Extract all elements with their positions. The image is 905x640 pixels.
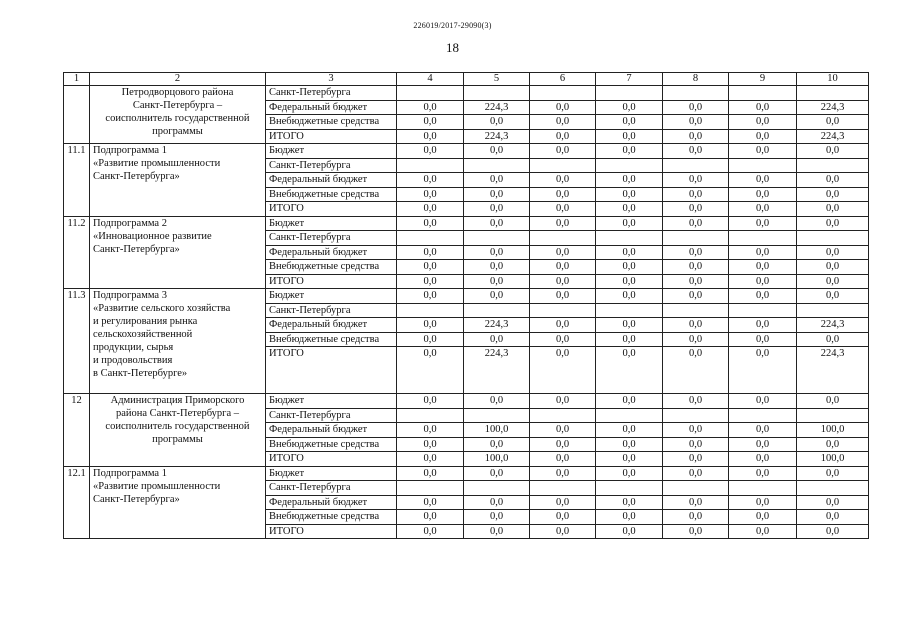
amount-cell: 0,0 (596, 437, 663, 452)
amount-cell: 100,0 (464, 452, 530, 467)
amount-cell: 0,0 (596, 332, 663, 347)
row-index (64, 86, 90, 144)
amount-cell: 0,0 (797, 260, 869, 275)
amount-cell: 0,0 (397, 423, 464, 438)
amount-cell: 0,0 (464, 274, 530, 289)
amount-cell: 0,0 (663, 187, 729, 202)
amount-cell: 0,0 (663, 289, 729, 304)
amount-cell: 0,0 (729, 318, 797, 333)
amount-cell: 0,0 (596, 129, 663, 144)
program-name-line: Администрация Приморского (110, 395, 245, 406)
funding-source: Федеральный бюджет (266, 100, 397, 115)
funding-source: Внебюджетные средства (266, 260, 397, 275)
amount-cell: 0,0 (797, 495, 869, 510)
funding-source: Бюджет (266, 216, 397, 231)
program-name-line: и регулирования рынка (93, 316, 198, 327)
table-row (64, 466, 869, 481)
amount-cell: 0,0 (464, 202, 530, 217)
amount-cell: 0,0 (663, 144, 729, 159)
amount-cell: 0,0 (729, 394, 797, 409)
amount-cell: 0,0 (663, 318, 729, 333)
amount-cell (397, 158, 464, 173)
header-cell: 9 (729, 73, 797, 86)
program-name-line: Подпрограмма 2 (93, 217, 167, 229)
page-number: 18 (446, 40, 459, 55)
amount-cell: 0,0 (729, 437, 797, 452)
amount-cell: 0,0 (596, 274, 663, 289)
row-index: 12.1 (64, 466, 90, 539)
amount-cell: 0,0 (530, 318, 596, 333)
amount-cell: 100,0 (797, 452, 869, 467)
amount-cell: 0,0 (596, 423, 663, 438)
amount-cell: 0,0 (729, 423, 797, 438)
amount-cell (596, 231, 663, 246)
amount-cell: 0,0 (464, 260, 530, 275)
funding-source: Санкт-Петербурга (266, 158, 397, 173)
header-row (64, 73, 869, 86)
amount-cell: 0,0 (797, 332, 869, 347)
amount-cell: 0,0 (464, 216, 530, 231)
amount-cell: 0,0 (530, 423, 596, 438)
funding-source: Внебюджетные средства (266, 115, 397, 130)
amount-cell (397, 303, 464, 318)
amount-cell: 0,0 (530, 394, 596, 409)
budget-table (63, 72, 869, 539)
amount-cell: 0,0 (530, 115, 596, 130)
program-name-line: «Развитие сельского хозяйства (93, 303, 231, 314)
table-row (64, 289, 869, 304)
amount-cell: 0,0 (397, 466, 464, 481)
amount-cell (729, 86, 797, 101)
funding-source: Внебюджетные средства (266, 437, 397, 452)
amount-cell: 0,0 (797, 115, 869, 130)
funding-source: Санкт-Петербурга (266, 481, 397, 496)
table-body (64, 73, 869, 539)
table-row (64, 86, 869, 101)
program-name-line: Подпрограмма 1 (93, 467, 167, 479)
funding-source: ИТОГО (266, 524, 397, 539)
amount-cell (397, 408, 464, 423)
funding-source: Внебюджетные средства (266, 332, 397, 347)
amount-cell: 0,0 (464, 394, 530, 409)
amount-cell: 0,0 (397, 347, 464, 394)
funding-source: Бюджет (266, 144, 397, 159)
amount-cell (464, 158, 530, 173)
header-cell: 6 (530, 73, 596, 86)
funding-source: Бюджет (266, 466, 397, 481)
amount-cell: 0,0 (729, 260, 797, 275)
amount-cell (797, 481, 869, 496)
amount-cell: 0,0 (596, 466, 663, 481)
amount-cell (464, 231, 530, 246)
amount-cell: 0,0 (596, 510, 663, 525)
amount-cell: 0,0 (530, 216, 596, 231)
amount-cell: 0,0 (397, 173, 464, 188)
amount-cell: 0,0 (663, 274, 729, 289)
amount-cell (797, 158, 869, 173)
amount-cell: 0,0 (729, 524, 797, 539)
amount-cell: 0,0 (530, 437, 596, 452)
amount-cell (663, 408, 729, 423)
amount-cell: 0,0 (464, 495, 530, 510)
amount-cell (530, 86, 596, 101)
funding-source: ИТОГО (266, 129, 397, 144)
amount-cell: 0,0 (464, 437, 530, 452)
amount-cell (464, 408, 530, 423)
amount-cell: 0,0 (397, 115, 464, 130)
header-cell: 2 (90, 73, 266, 86)
amount-cell: 0,0 (530, 347, 596, 394)
funding-source: Санкт-Петербурга (266, 86, 397, 101)
amount-cell: 0,0 (530, 274, 596, 289)
funding-source: Санкт-Петербурга (266, 231, 397, 246)
amount-cell: 0,0 (397, 495, 464, 510)
amount-cell: 0,0 (530, 202, 596, 217)
amount-cell: 0,0 (530, 466, 596, 481)
amount-cell: 0,0 (397, 524, 464, 539)
program-name-line: программы (152, 434, 203, 445)
amount-cell (797, 303, 869, 318)
amount-cell: 0,0 (663, 173, 729, 188)
amount-cell: 0,0 (729, 202, 797, 217)
amount-cell: 0,0 (797, 173, 869, 188)
amount-cell: 0,0 (464, 466, 530, 481)
program-name-line: Подпрограмма 1 (93, 145, 167, 156)
amount-cell (596, 408, 663, 423)
program-name-line: «Инновационное развитие (93, 230, 212, 242)
table-row (64, 394, 869, 409)
program-name-line: соисполнитель государственной (105, 421, 250, 432)
amount-cell: 224,3 (797, 100, 869, 115)
amount-cell: 0,0 (729, 173, 797, 188)
amount-cell: 0,0 (464, 524, 530, 539)
amount-cell: 224,3 (464, 100, 530, 115)
amount-cell (729, 408, 797, 423)
amount-cell (530, 481, 596, 496)
amount-cell: 0,0 (397, 187, 464, 202)
amount-cell: 0,0 (663, 202, 729, 217)
amount-cell: 0,0 (596, 187, 663, 202)
funding-source: Бюджет (266, 289, 397, 304)
amount-cell: 0,0 (530, 510, 596, 525)
funding-source: Федеральный бюджет (266, 495, 397, 510)
row-index: 11.2 (64, 216, 90, 289)
amount-cell: 0,0 (729, 495, 797, 510)
funding-source: Федеральный бюджет (266, 245, 397, 260)
program-name-line: района Санкт-Петербурга – (115, 408, 240, 419)
amount-cell (729, 231, 797, 246)
table-row (64, 144, 869, 159)
amount-cell: 0,0 (663, 115, 729, 130)
amount-cell: 0,0 (397, 318, 464, 333)
funding-source: Санкт-Петербурга (266, 303, 397, 318)
funding-source: Федеральный бюджет (266, 318, 397, 333)
amount-cell: 0,0 (596, 289, 663, 304)
funding-source: ИТОГО (266, 452, 397, 467)
amount-cell (729, 481, 797, 496)
amount-cell: 0,0 (530, 245, 596, 260)
amount-cell (397, 86, 464, 101)
amount-cell: 0,0 (596, 115, 663, 130)
amount-cell: 0,0 (797, 245, 869, 260)
program-name-line: «Развитие промышленности (93, 480, 221, 492)
row-index: 12 (64, 394, 90, 467)
program-name-line: в Санкт-Петербурге» (93, 368, 188, 379)
amount-cell: 0,0 (729, 452, 797, 467)
amount-cell: 0,0 (663, 495, 729, 510)
amount-cell: 0,0 (797, 524, 869, 539)
amount-cell: 224,3 (464, 347, 530, 394)
amount-cell: 0,0 (663, 452, 729, 467)
amount-cell: 0,0 (530, 129, 596, 144)
program-name (90, 216, 266, 289)
program-name-line: Санкт-Петербурга» (93, 493, 180, 505)
amount-cell: 224,3 (464, 318, 530, 333)
amount-cell (797, 231, 869, 246)
amount-cell: 0,0 (596, 260, 663, 275)
program-name (90, 86, 266, 144)
amount-cell: 0,0 (464, 245, 530, 260)
amount-cell (530, 158, 596, 173)
amount-cell: 0,0 (596, 452, 663, 467)
amount-cell (530, 408, 596, 423)
program-name-line: Санкт-Петербурга» (93, 171, 180, 182)
amount-cell: 0,0 (729, 332, 797, 347)
amount-cell (596, 86, 663, 101)
amount-cell: 0,0 (729, 115, 797, 130)
amount-cell: 0,0 (596, 144, 663, 159)
amount-cell: 0,0 (596, 100, 663, 115)
amount-cell: 100,0 (464, 423, 530, 438)
funding-source: Внебюджетные средства (266, 510, 397, 525)
amount-cell: 0,0 (596, 495, 663, 510)
amount-cell (596, 481, 663, 496)
amount-cell: 0,0 (397, 245, 464, 260)
amount-cell (464, 303, 530, 318)
amount-cell: 0,0 (464, 144, 530, 159)
program-name-line: Санкт-Петербурга – (132, 100, 223, 111)
amount-cell: 0,0 (530, 495, 596, 510)
program-name-line: Санкт-Петербурга» (93, 243, 180, 255)
amount-cell (797, 408, 869, 423)
amount-cell: 0,0 (729, 129, 797, 144)
document-code: 226019/2017-29090(3) (413, 21, 492, 30)
row-index: 11.3 (64, 289, 90, 394)
amount-cell: 0,0 (729, 187, 797, 202)
amount-cell: 0,0 (397, 260, 464, 275)
funding-source: Санкт-Петербурга (266, 408, 397, 423)
amount-cell: 0,0 (797, 274, 869, 289)
program-name-line: соисполнитель государственной (105, 113, 250, 124)
program-name-line: продукции, сырья (93, 342, 174, 353)
amount-cell: 0,0 (663, 245, 729, 260)
funding-source: ИТОГО (266, 274, 397, 289)
amount-cell: 0,0 (596, 245, 663, 260)
amount-cell: 0,0 (397, 289, 464, 304)
funding-source: Федеральный бюджет (266, 423, 397, 438)
amount-cell: 0,0 (397, 129, 464, 144)
amount-cell: 0,0 (663, 347, 729, 394)
amount-cell: 0,0 (464, 173, 530, 188)
funding-source: Внебюджетные средства (266, 187, 397, 202)
table-row (64, 216, 869, 231)
amount-cell (397, 231, 464, 246)
amount-cell: 0,0 (397, 510, 464, 525)
amount-cell: 0,0 (797, 437, 869, 452)
header-cell: 1 (64, 73, 90, 86)
amount-cell: 0,0 (530, 524, 596, 539)
program-name-line: и продовольствия (93, 355, 173, 366)
amount-cell (729, 158, 797, 173)
amount-cell: 0,0 (797, 216, 869, 231)
amount-cell: 0,0 (729, 100, 797, 115)
amount-cell (530, 231, 596, 246)
program-name-line: программы (152, 126, 203, 137)
program-name (90, 394, 266, 467)
amount-cell: 0,0 (729, 289, 797, 304)
amount-cell: 0,0 (596, 202, 663, 217)
amount-cell: 0,0 (729, 466, 797, 481)
amount-cell: 0,0 (596, 524, 663, 539)
amount-cell: 0,0 (397, 274, 464, 289)
amount-cell: 0,0 (797, 144, 869, 159)
amount-cell: 224,3 (797, 129, 869, 144)
amount-cell: 0,0 (397, 437, 464, 452)
program-name-line: сельскохозяйственной (93, 329, 193, 340)
program-name-line: Подпрограмма 3 (93, 290, 167, 301)
amount-cell: 0,0 (397, 202, 464, 217)
amount-cell: 0,0 (729, 245, 797, 260)
amount-cell: 0,0 (397, 144, 464, 159)
amount-cell: 0,0 (797, 394, 869, 409)
amount-cell (663, 231, 729, 246)
amount-cell: 0,0 (397, 394, 464, 409)
funding-source: Бюджет (266, 394, 397, 409)
funding-source: ИТОГО (266, 202, 397, 217)
amount-cell (663, 158, 729, 173)
row-index: 11.1 (64, 144, 90, 217)
amount-cell: 0,0 (596, 318, 663, 333)
amount-cell (397, 481, 464, 496)
amount-cell (663, 303, 729, 318)
amount-cell (530, 303, 596, 318)
amount-cell: 0,0 (663, 129, 729, 144)
amount-cell: 0,0 (797, 289, 869, 304)
amount-cell: 0,0 (530, 173, 596, 188)
amount-cell: 0,0 (596, 173, 663, 188)
amount-cell: 0,0 (729, 347, 797, 394)
header-cell: 10 (797, 73, 869, 86)
amount-cell (464, 481, 530, 496)
amount-cell: 0,0 (663, 100, 729, 115)
amount-cell: 0,0 (397, 216, 464, 231)
header-cell: 8 (663, 73, 729, 86)
program-name-line: Петродворцового района (121, 87, 234, 98)
amount-cell: 0,0 (596, 394, 663, 409)
amount-cell: 0,0 (530, 332, 596, 347)
amount-cell: 0,0 (596, 216, 663, 231)
header-cell: 5 (464, 73, 530, 86)
program-name (90, 144, 266, 217)
amount-cell: 0,0 (530, 452, 596, 467)
program-name (90, 289, 266, 394)
program-name-line: «Развитие промышленности (93, 158, 221, 169)
amount-cell: 0,0 (663, 260, 729, 275)
amount-cell: 0,0 (729, 510, 797, 525)
amount-cell (464, 86, 530, 101)
amount-cell: 100,0 (797, 423, 869, 438)
amount-cell: 0,0 (530, 100, 596, 115)
amount-cell: 0,0 (464, 332, 530, 347)
amount-cell: 224,3 (464, 129, 530, 144)
amount-cell: 0,0 (797, 510, 869, 525)
amount-cell: 0,0 (797, 202, 869, 217)
amount-cell: 0,0 (663, 394, 729, 409)
amount-cell: 0,0 (797, 187, 869, 202)
amount-cell (729, 303, 797, 318)
amount-cell (596, 303, 663, 318)
amount-cell: 0,0 (464, 289, 530, 304)
amount-cell: 224,3 (797, 347, 869, 394)
amount-cell: 0,0 (663, 423, 729, 438)
amount-cell: 0,0 (530, 260, 596, 275)
funding-source: Федеральный бюджет (266, 173, 397, 188)
amount-cell: 0,0 (663, 332, 729, 347)
amount-cell: 0,0 (464, 510, 530, 525)
program-name (90, 466, 266, 539)
amount-cell: 0,0 (663, 466, 729, 481)
header-cell: 3 (266, 73, 397, 86)
amount-cell (663, 86, 729, 101)
amount-cell (596, 158, 663, 173)
amount-cell: 0,0 (397, 332, 464, 347)
amount-cell (663, 481, 729, 496)
amount-cell: 0,0 (596, 347, 663, 394)
amount-cell: 0,0 (729, 216, 797, 231)
funding-source: ИТОГО (266, 347, 397, 394)
amount-cell: 0,0 (729, 144, 797, 159)
amount-cell: 0,0 (797, 466, 869, 481)
amount-cell (797, 86, 869, 101)
amount-cell: 0,0 (663, 524, 729, 539)
amount-cell: 0,0 (530, 187, 596, 202)
header-cell: 4 (397, 73, 464, 86)
amount-cell: 0,0 (663, 510, 729, 525)
amount-cell: 0,0 (464, 187, 530, 202)
amount-cell: 0,0 (663, 216, 729, 231)
amount-cell: 0,0 (663, 437, 729, 452)
amount-cell: 0,0 (397, 452, 464, 467)
header-cell: 7 (596, 73, 663, 86)
amount-cell: 0,0 (729, 274, 797, 289)
amount-cell: 0,0 (530, 289, 596, 304)
amount-cell: 0,0 (530, 144, 596, 159)
amount-cell: 0,0 (397, 100, 464, 115)
amount-cell: 0,0 (464, 115, 530, 130)
amount-cell: 224,3 (797, 318, 869, 333)
